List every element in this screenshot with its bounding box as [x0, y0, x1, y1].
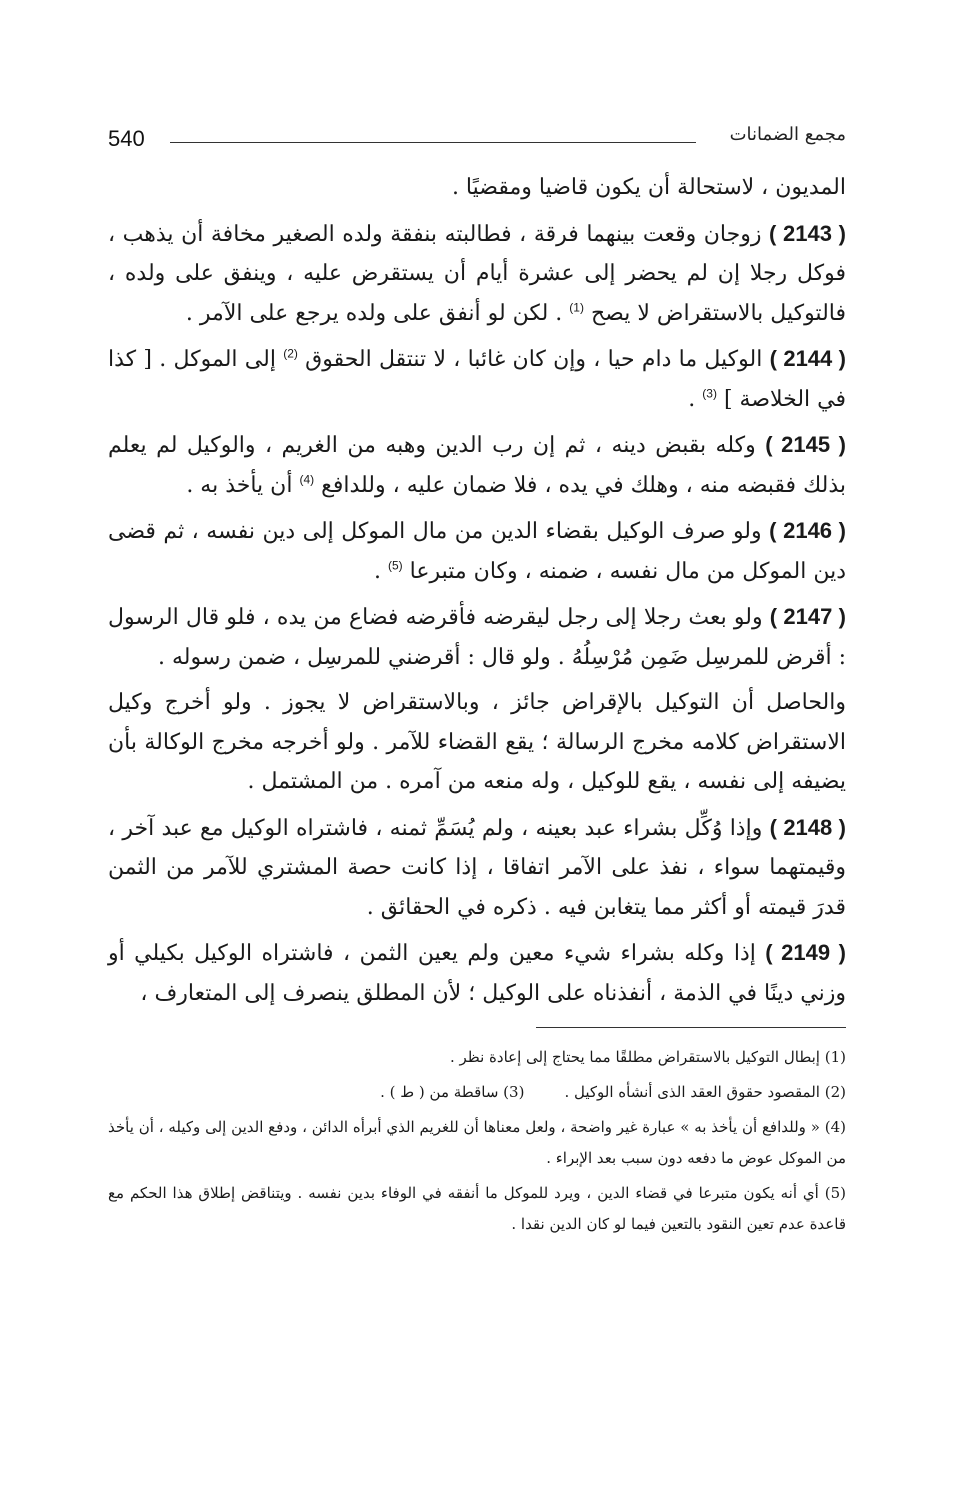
footnote-1: (1) إبطال التوكيل بالاستقراض مطلقًا مما يحتاج إلى إعادة نظر . [449, 1048, 846, 1066]
issue-number: ( 2143 ) [769, 220, 846, 246]
main-text [108, 168, 846, 1013]
footnote-ref: (1) [569, 300, 584, 315]
footnote-row [108, 1077, 846, 1108]
header-rule [170, 142, 696, 143]
page-number: 540 [108, 126, 145, 151]
issue-number: ( 2147 ) [769, 604, 846, 629]
paragraph-2147: ( 2147 ) ولو بعث رجلا إلى رجل ليقرضه فأقرضه فضاع من يده ، فلو قال الرسول : أقرض للمرسِل ضَمِن مُرْسِلُهُ . ولو قال : أقرضني للمرسِل ، ضمن رسوله . [108, 604, 846, 670]
footnote-ref: (5) [387, 558, 403, 573]
page-header [108, 118, 846, 162]
footnote-ref: (4) [299, 472, 315, 487]
running-title: مجمع الضمانات [729, 124, 846, 145]
paragraph-2148: ( 2148 ) وإذا وُكِّل بشراء عبد بعينه ، ولم يُسَمِّ ثمنه ، فاشتراه الوكيل مع عبد آخر ، وقيمتهما سواء ، نفذ على الآمر اتفاقا ، إذا كانت حصة المشتري للآمر من الثمن قدرَ قيمته أو أكثر مما يتغابن فيه . ذكره في الحقائق . [108, 814, 847, 920]
document-page [108, 118, 846, 1244]
footnotes [108, 1042, 846, 1240]
paragraph: المديون ، لاستحالة أن يكون قاضيا ومقضيًا . [451, 175, 846, 200]
issue-number: ( 2148 ) [769, 814, 846, 840]
footnote-ref: (3) [702, 386, 717, 401]
issue-number: ( 2149 ) [765, 940, 846, 965]
footnote-2: (2) المقصود حقوق العقد الذى أنشأه الوكيل . [564, 1083, 846, 1101]
issue-number: ( 2144 ) [769, 346, 846, 371]
paragraph-2149: ( 2149 ) إذا وكله بشراء شيء معين ولم يعين الثمن ، فاشتراه الوكيل بكيلي أو وزني دينًا في الذمة ، أنفذناه على الوكيل ؛ لأن المطلق ينصرف إلى المتعارف ، [108, 940, 846, 1006]
paragraph-2144: ( 2144 ) الوكيل ما دام حيا ، وإن كان غائبا ، لا تنتقل الحقوق $^{(2)}$ إلى الموكل . [ كذا في الخلاصة ] $^{(3)}$ . [108, 346, 846, 412]
footnote-5: (5) أي أنه يكون متبرعا في قضاء الدين ، ويرد للموكل ما أنفقه في الوفاء بدين نفسه . ويتناقض إطلاق هذا الحكم مع قاعدة عدم تعين النقود بالتعين فيما لو كان الدين نقدا . [108, 1184, 846, 1233]
footnote-4: (4) « وللدافع أن يأخذ به » عبارة غير واضحة ، ولعل معناها أن للغريم الذي أبرأه الدائن ، ودفع الدين إلى وكيله ، أن يأخذ من الموكل عوض ما دفعه دون سبب بعد الإبراء . [108, 1118, 846, 1167]
footnote-3: (3) ساقطة من ( ط ) . [380, 1083, 525, 1101]
footnote-ref: (2) [283, 346, 298, 361]
issue-number: ( 2145 ) [765, 432, 846, 457]
issue-number: ( 2146 ) [769, 518, 846, 543]
paragraph-2146: ( 2146 ) ولو صرف الوكيل بقضاء الدين من مال الموكل إلى دين نفسه ، ثم قضى دين الموكل من مال نفسه ، ضمنه ، وكان متبرعا $^{(5)}$ . [108, 518, 846, 584]
paragraph-2143: ( 2143 ) زوجان وقعت بينهما فرقة ، فطالبته بنفقة ولده الصغير مخافة أن يذهب ، فوكل رجلا إن لم يحضر إلى عشرة أيام أن يستقرض عليه ، وينفق على ولده ، فالتوكيل بالاستقراض لا يصح $^{(1)}$ . لكن لو أنفق على ولده يرجع على الآمر . [108, 220, 846, 326]
paragraph-summary: والحاصل أن التوكيل بالإقراض جائز ، وبالاستقراض لا يجوز . ولو أخرج وكيل الاستقراض كلامه مخرج الرسالة ؛ يقع القضاء للآمر . ولو أخرجه مخرج الوكالة بأن يضيفه إلى نفسه ، يقع للوكيل ، وله منعه من آمره . من المشتمل . [108, 690, 846, 794]
footnote-rule [536, 1027, 846, 1028]
paragraph-2145: ( 2145 ) وكله بقبض دينه ، ثم إن رب الدين وهبه من الغريم ، والوكيل لم يعلم بذلك فقبضه منه ، وهلك في يده ، فلا ضمان عليه ، وللدافع $^{(4)}$ أن يأخذ به . [108, 432, 846, 498]
